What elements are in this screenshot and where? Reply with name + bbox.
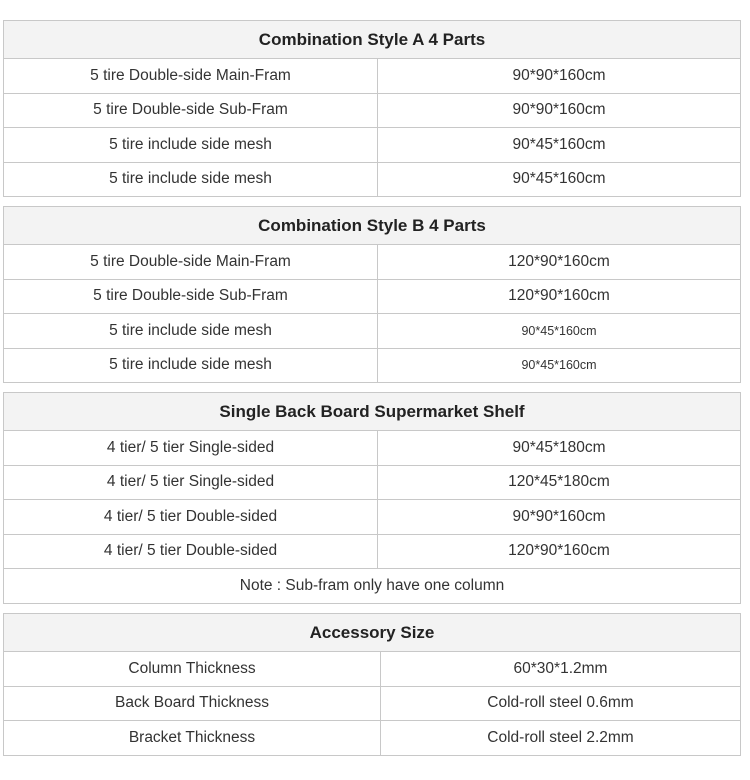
table-title: Combination Style B 4 Parts xyxy=(4,207,741,245)
table-note-row xyxy=(4,569,741,604)
table-note: Note : Sub-fram only have one column xyxy=(4,569,741,604)
item-size-cell: 120*90*160cm xyxy=(378,245,741,280)
item-name-cell: 5 tire include side mesh xyxy=(4,348,378,383)
table-row xyxy=(4,162,741,197)
item-size-cell: 120*45*180cm xyxy=(378,465,741,500)
table-row xyxy=(4,652,741,687)
item-name-cell: 5 tire Double-side Main-Fram xyxy=(4,59,378,94)
item-size-cell: 90*45*160cm xyxy=(378,162,741,197)
table-row xyxy=(4,500,741,535)
item-name-cell: 5 tire Double-side Sub-Fram xyxy=(4,279,378,314)
spec-table-single-back-board xyxy=(3,392,741,604)
item-name-cell: 4 tier/ 5 tier Single-sided xyxy=(4,465,378,500)
item-size-cell: 90*90*160cm xyxy=(378,93,741,128)
item-size-cell: 90*45*160cm xyxy=(378,314,741,349)
item-size-cell: 90*45*160cm xyxy=(378,128,741,163)
item-name-cell: 5 tire Double-side Sub-Fram xyxy=(4,93,378,128)
item-size-cell: 90*90*160cm xyxy=(378,500,741,535)
item-name-cell: Back Board Thickness xyxy=(4,686,381,721)
item-name-cell: Bracket Thickness xyxy=(4,721,381,756)
table-row xyxy=(4,534,741,569)
item-size-cell: 60*30*1.2mm xyxy=(381,652,741,687)
item-size-cell: 120*90*160cm xyxy=(378,534,741,569)
table-row xyxy=(4,59,741,94)
spec-table-combination-a xyxy=(3,20,741,197)
table-row xyxy=(4,721,741,756)
item-name-cell: 5 tire Double-side Main-Fram xyxy=(4,245,378,280)
table-row xyxy=(4,465,741,500)
item-size-cell: 90*90*160cm xyxy=(378,59,741,94)
table-row xyxy=(4,279,741,314)
table-row xyxy=(4,128,741,163)
item-name-cell: 4 tier/ 5 tier Double-sided xyxy=(4,500,378,535)
item-size-cell: Cold-roll steel 2.2mm xyxy=(381,721,741,756)
spec-table-combination-b xyxy=(3,206,741,383)
table-header-row xyxy=(4,393,741,431)
table-header-row xyxy=(4,614,741,652)
table-header-row xyxy=(4,207,741,245)
table-row xyxy=(4,93,741,128)
table-header-row xyxy=(4,21,741,59)
table-title: Combination Style A 4 Parts xyxy=(4,21,741,59)
item-name-cell: 5 tire include side mesh xyxy=(4,314,378,349)
item-size-cell: Cold-roll steel 0.6mm xyxy=(381,686,741,721)
item-name-cell: 4 tier/ 5 tier Single-sided xyxy=(4,431,378,466)
item-size-cell: 120*90*160cm xyxy=(378,279,741,314)
item-name-cell: 4 tier/ 5 tier Double-sided xyxy=(4,534,378,569)
item-size-cell: 90*45*180cm xyxy=(378,431,741,466)
item-name-cell: 5 tire include side mesh xyxy=(4,162,378,197)
table-row xyxy=(4,245,741,280)
table-row xyxy=(4,314,741,349)
table-row xyxy=(4,348,741,383)
table-title: Accessory Size xyxy=(4,614,741,652)
item-name-cell: Column Thickness xyxy=(4,652,381,687)
item-name-cell: 5 tire include side mesh xyxy=(4,128,378,163)
table-row xyxy=(4,686,741,721)
table-title: Single Back Board Supermarket Shelf xyxy=(4,393,741,431)
spec-table-accessory-size xyxy=(3,613,741,756)
item-size-cell: 90*45*160cm xyxy=(378,348,741,383)
table-row xyxy=(4,431,741,466)
